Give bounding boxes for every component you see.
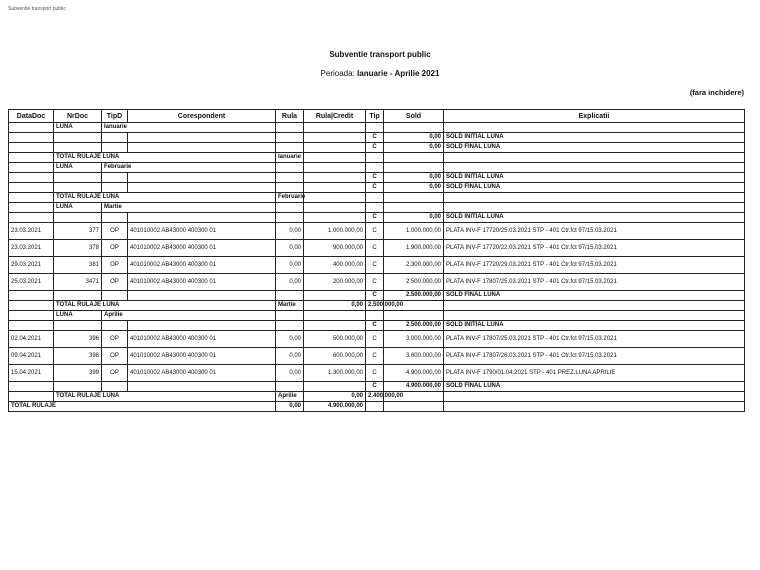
column-header: Rula|Credit [304, 110, 366, 123]
cell [128, 291, 276, 301]
cell [9, 301, 54, 311]
cell [384, 163, 444, 173]
account-cell: 401010002 AB43000 400300 01 [128, 223, 276, 240]
explanation-cell: SOLD FINAL LUNA [444, 143, 745, 153]
total-debit: 0,00 [304, 392, 366, 402]
tip-cell: C [366, 348, 384, 365]
total-debit [304, 153, 366, 163]
date-cell: 23.03.2021 [9, 223, 54, 240]
sold-cell: 3.000.000,00 [384, 331, 444, 348]
cell [304, 203, 366, 213]
cell [128, 382, 276, 392]
sold-cell: 0,00 [384, 173, 444, 183]
total-label: TOTAL RULAJE LUNA [54, 153, 276, 163]
cell [9, 311, 54, 321]
total-debit: 0,00 [304, 301, 366, 311]
credit-cell: 500.000,00 [304, 331, 366, 348]
cell [366, 402, 384, 412]
cell [304, 123, 366, 133]
cell [102, 183, 128, 193]
total-label: TOTAL RULAJE LUNA [54, 392, 276, 402]
month-label: LUNA [54, 123, 102, 133]
table-row [9, 348, 745, 365]
explanation-cell: PLATA INV-F 1790/01.04.2021 STP - 401 PREZ.LUNA APRILIE [444, 365, 745, 382]
cell [102, 133, 128, 143]
account-cell: 401010002 AB43000 400300 01 [128, 348, 276, 365]
total-debit [304, 193, 366, 203]
total-credit [366, 153, 384, 163]
cell [128, 143, 276, 153]
month-label: LUNA [54, 311, 102, 321]
date-cell: 29.03.2021 [9, 257, 54, 274]
cell [444, 402, 745, 412]
balance-row [9, 143, 745, 153]
cell [304, 213, 366, 223]
cell [128, 183, 276, 193]
month-name: Martie [102, 203, 276, 213]
table-row [9, 365, 745, 382]
cell [384, 311, 444, 321]
explanation-cell: SOLD FINAL LUNA [444, 382, 745, 392]
cell [128, 213, 276, 223]
cell [102, 143, 128, 153]
cell [384, 203, 444, 213]
explanation-cell: PLATA INV-F 17720/29.03.2021 STP - 401 Ctr.fct 97/15.03.2021 [444, 257, 745, 274]
explanation-cell: PLATA INV-F 17807/25.03.2021 STP - 401 Ctr.fct 97/15.03.2021 [444, 331, 745, 348]
cell [276, 163, 304, 173]
sold-cell: 0,00 [384, 133, 444, 143]
column-header: Corespondent [128, 110, 276, 123]
cell [276, 311, 304, 321]
cell [54, 173, 102, 183]
cell [54, 382, 102, 392]
credit-cell: 900.000,00 [304, 240, 366, 257]
sold-cell: 3.600.000,00 [384, 348, 444, 365]
doc-number-cell: 378 [54, 240, 102, 257]
cell [9, 123, 54, 133]
cell [366, 311, 384, 321]
cell [9, 183, 54, 193]
cell [384, 193, 444, 203]
tip-cell: C [366, 321, 384, 331]
doc-number-cell: 3471 [54, 274, 102, 291]
cell [54, 143, 102, 153]
cell [304, 291, 366, 301]
report-title: Subventie transport public [329, 50, 431, 59]
debit-cell: 0,00 [276, 240, 304, 257]
tip-cell: C [366, 331, 384, 348]
cell [276, 183, 304, 193]
month-total-row [9, 392, 745, 402]
doc-type-cell: OP [102, 331, 128, 348]
cell [9, 392, 54, 402]
date-cell: 09.04.2021 [9, 348, 54, 365]
sold-cell: 2.500.000,00 [384, 321, 444, 331]
tip-cell: C [366, 173, 384, 183]
debit-cell: 0,00 [276, 274, 304, 291]
cell [102, 213, 128, 223]
cell [304, 143, 366, 153]
cell [444, 301, 745, 311]
debit-cell: 0,00 [276, 331, 304, 348]
explanation-cell: PLATA INV-F 17720/25.03.2021 STP - 401 Ctr.fct 97/15.03.2021 [444, 223, 745, 240]
doc-type-cell: OP [102, 240, 128, 257]
sold-cell: 4.900.000,00 [384, 382, 444, 392]
cell [444, 123, 745, 133]
sold-cell: 2.500.000,00 [384, 291, 444, 301]
month-header-row [9, 163, 745, 173]
tip-cell: C [366, 133, 384, 143]
doc-type-cell: OP [102, 257, 128, 274]
credit-cell: 1.000.000,00 [304, 223, 366, 240]
table-row [9, 274, 745, 291]
credit-cell: 400.000,00 [304, 257, 366, 274]
sold-cell: 0,00 [384, 143, 444, 153]
document-header: Subventie transport public [8, 6, 66, 12]
sold-cell: 0,00 [384, 183, 444, 193]
grand-total-debit: 0,00 [276, 402, 304, 412]
tip-cell: C [366, 183, 384, 193]
month-header-row [9, 203, 745, 213]
cell [384, 153, 444, 163]
doc-type-cell: OP [102, 348, 128, 365]
cell [304, 183, 366, 193]
cell [9, 133, 54, 143]
cell [9, 213, 54, 223]
credit-cell: 600.000,00 [304, 348, 366, 365]
cell [102, 321, 128, 331]
table-header [9, 110, 745, 123]
cell [276, 321, 304, 331]
column-header: NrDoc [54, 110, 102, 123]
column-header: Explicatii [444, 110, 745, 123]
cell [276, 291, 304, 301]
cell [384, 402, 444, 412]
credit-cell: 200.000,00 [304, 274, 366, 291]
date-cell: 23.03.2021 [9, 240, 54, 257]
cell [444, 311, 745, 321]
balance-row [9, 213, 745, 223]
total-label: TOTAL RULAJE LUNA [54, 301, 276, 311]
cell [54, 213, 102, 223]
cell [366, 123, 384, 133]
report-note: (fara inchidere) [689, 88, 744, 97]
balance-row [9, 133, 745, 143]
doc-type-cell: OP [102, 365, 128, 382]
cell [102, 173, 128, 183]
cell [276, 143, 304, 153]
cell [304, 321, 366, 331]
cell [276, 213, 304, 223]
cell [276, 133, 304, 143]
tip-cell: C [366, 223, 384, 240]
table-row [9, 240, 745, 257]
account-cell: 401010002 AB43000 400300 01 [128, 365, 276, 382]
total-label: TOTAL RULAJE LUNA [54, 193, 276, 203]
cell [384, 123, 444, 133]
cell [276, 382, 304, 392]
tip-cell: C [366, 213, 384, 223]
doc-number-cell: 399 [54, 365, 102, 382]
explanation-cell: SOLD FINAL LUNA [444, 291, 745, 301]
cell [54, 291, 102, 301]
month-total-row [9, 153, 745, 163]
cell [444, 392, 745, 402]
tip-cell: C [366, 143, 384, 153]
cell [276, 123, 304, 133]
cell [276, 203, 304, 213]
cell [444, 163, 745, 173]
total-credit: 2.400.000,00 [366, 392, 384, 402]
grand-total-row [9, 402, 745, 412]
month-name: Ianuarie [102, 123, 276, 133]
sold-cell: 1.900.000,00 [384, 240, 444, 257]
cell [9, 153, 54, 163]
cell [128, 321, 276, 331]
balance-row [9, 173, 745, 183]
month-total-row [9, 301, 745, 311]
cell [9, 382, 54, 392]
total-credit: 2.500.000,00 [366, 301, 384, 311]
column-header: Rula [276, 110, 304, 123]
debit-cell: 0,00 [276, 223, 304, 240]
debit-cell: 0,00 [276, 348, 304, 365]
month-label: LUNA [54, 203, 102, 213]
cell [54, 133, 102, 143]
month-header-row [9, 311, 745, 321]
debit-cell: 0,00 [276, 257, 304, 274]
explanation-cell: PLATA INV-F 17807/25.03.2021 STP - 401 Ctr.fct 97/15.03.2021 [444, 274, 745, 291]
credit-cell: 1.300.000,00 [304, 365, 366, 382]
cell [9, 143, 54, 153]
cell [276, 173, 304, 183]
column-header: TipD [102, 110, 128, 123]
month-total-row [9, 193, 745, 203]
tip-cell: C [366, 274, 384, 291]
cell [9, 163, 54, 173]
explanation-cell: SOLD FINAL LUNA [444, 183, 745, 193]
sold-cell: 2.300.000,00 [384, 257, 444, 274]
cell [304, 133, 366, 143]
doc-type-cell: OP [102, 274, 128, 291]
total-credit [366, 193, 384, 203]
month-label: LUNA [54, 163, 102, 173]
account-cell: 401010002 AB43000 400300 01 [128, 274, 276, 291]
explanation-cell: PLATA INV-F 17720/22.03.2021 STP - 401 Ctr.fct 97/15.03.2021 [444, 240, 745, 257]
explanation-cell: SOLD INITIAL LUNA [444, 321, 745, 331]
tip-cell: C [366, 291, 384, 301]
sold-cell: 2.500.000,00 [384, 274, 444, 291]
balance-row [9, 183, 745, 193]
tip-cell: C [366, 240, 384, 257]
explanation-cell: SOLD INITIAL LUNA [444, 173, 745, 183]
date-cell: 15.04.2021 [9, 365, 54, 382]
cell [444, 153, 745, 163]
cell [9, 173, 54, 183]
date-cell: 02.04.2021 [9, 331, 54, 348]
explanation-cell: PLATA INV-F 17807/26.03.2021 STP - 401 Ctr.fct 97/15.03.2021 [444, 348, 745, 365]
date-cell: 25.03.2021 [9, 274, 54, 291]
total-month: Aprilie [276, 392, 304, 402]
explanation-cell: SOLD INITIAL LUNA [444, 133, 745, 143]
cell [366, 163, 384, 173]
doc-number-cell: 381 [54, 257, 102, 274]
debit-cell: 0,00 [276, 365, 304, 382]
balance-row [9, 321, 745, 331]
sold-cell: 4.900.000,00 [384, 365, 444, 382]
column-header: DataDoc [9, 110, 54, 123]
sold-cell: 0,00 [384, 213, 444, 223]
cell [304, 382, 366, 392]
period-label: Perioada: [320, 69, 355, 78]
doc-number-cell: 377 [54, 223, 102, 240]
grand-total-label: TOTAL RULAJE [9, 402, 276, 412]
cell [102, 382, 128, 392]
balance-row [9, 291, 745, 301]
table-row [9, 257, 745, 274]
cell [9, 291, 54, 301]
report-period [0, 69, 760, 78]
cell [9, 321, 54, 331]
ledger-body [9, 110, 745, 412]
cell [102, 291, 128, 301]
column-header: Tip [366, 110, 384, 123]
account-cell: 401010002 AB43000 400300 01 [128, 240, 276, 257]
account-cell: 401010002 AB43000 400300 01 [128, 257, 276, 274]
total-month: Martie [276, 301, 304, 311]
cell [9, 193, 54, 203]
explanation-cell: SOLD INITIAL LUNA [444, 213, 745, 223]
cell [304, 163, 366, 173]
tip-cell: C [366, 382, 384, 392]
cell [366, 203, 384, 213]
cell [444, 193, 745, 203]
table-row [9, 223, 745, 240]
grand-total-credit: 4.900.000,00 [304, 402, 366, 412]
cell [444, 203, 745, 213]
month-header-row [9, 123, 745, 133]
tip-cell: C [366, 257, 384, 274]
cell [128, 173, 276, 183]
cell [128, 133, 276, 143]
cell [304, 173, 366, 183]
doc-number-cell: 396 [54, 331, 102, 348]
ledger-table [8, 109, 745, 412]
cell [54, 183, 102, 193]
sold-cell: 1.000.000,00 [384, 223, 444, 240]
account-cell: 401010002 AB43000 400300 01 [128, 331, 276, 348]
cell [9, 203, 54, 213]
total-month: Februarie [276, 193, 304, 203]
doc-type-cell: OP [102, 223, 128, 240]
period-value: Ianuarie - Aprilie 2021 [357, 69, 440, 78]
balance-row [9, 382, 745, 392]
month-name: Februarie [102, 163, 276, 173]
table-row [9, 331, 745, 348]
month-name: Aprilie [102, 311, 276, 321]
column-header: Sold [384, 110, 444, 123]
total-month: Ianuarie [276, 153, 304, 163]
cell [54, 321, 102, 331]
doc-number-cell: 398 [54, 348, 102, 365]
tip-cell: C [366, 365, 384, 382]
cell [304, 311, 366, 321]
